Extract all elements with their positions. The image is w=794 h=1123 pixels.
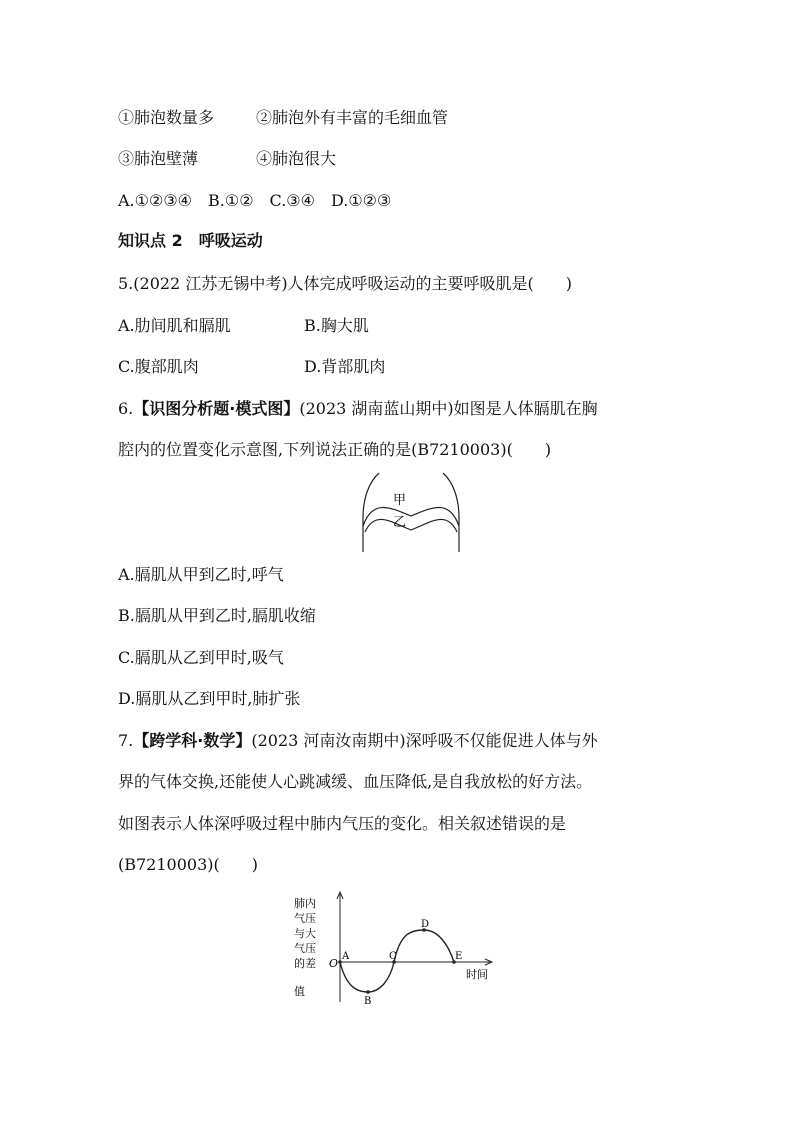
q6-stem-line-1 (118, 399, 598, 419)
ylabel-line-5: 的差 (294, 957, 316, 970)
q7-tag: 【跨学科·数学】 (133, 731, 252, 750)
q6-tag: 【识图分析题·模式图】 (133, 399, 300, 418)
pressure-curve-figure (290, 890, 500, 1005)
figure-label-yi: 乙 (393, 515, 407, 530)
q5-option-a: A.肋间肌和膈肌 (118, 316, 231, 335)
q6-option-c: C.膈肌从乙到甲时,吸气 (118, 648, 284, 667)
q6-option-b: B.膈肌从甲到乙时,膈肌收缩 (118, 606, 316, 625)
point-b (366, 990, 370, 994)
diaphragm-figure (355, 470, 467, 554)
q6-stem-line-2: 腔内的位置变化示意图,下列说法正确的是(B7210003)( ) (118, 440, 552, 459)
q7-stem-line-1 (118, 731, 598, 751)
ylabel-line-4: 气压 (294, 942, 316, 955)
q5-option-b: B.胸大肌 (304, 316, 369, 335)
q4-option-4: ④肺泡很大 (256, 149, 337, 168)
figure-label-jia: 甲 (393, 493, 407, 508)
q7-stem-line-3: 如图表示人体深呼吸过程中肺内气压的变化。相关叙述错误的是 (118, 814, 567, 833)
point-label-e: E (455, 951, 463, 962)
q6-option-d: D.膈肌从乙到甲时,肺扩张 (118, 689, 301, 708)
point-label-a: A (342, 951, 350, 962)
ylabel-line-2: 气压 (294, 912, 316, 925)
q5-option-d: D.背部肌肉 (304, 357, 386, 376)
point-label-c: C (389, 951, 397, 962)
q4-option-2: ②肺泡外有丰富的毛细血管 (256, 108, 449, 127)
q4-option-3: ③肺泡壁薄 (118, 149, 199, 168)
point-label-b: B (364, 996, 372, 1005)
q5-option-c: C.腹部肌肉 (118, 357, 199, 376)
section-title: 知识点 2 呼吸运动 (118, 231, 263, 250)
ylabel-line-6: 值 (294, 985, 305, 998)
ylabel-line-3: 与大 (294, 927, 316, 940)
q6-number: 6. (118, 399, 134, 418)
q7-stem-rest: (2023 河南汝南期中)深呼吸不仅能促进人体与外 (251, 731, 598, 750)
ylabel-line-1: 肺内 (294, 897, 316, 910)
xlabel: 时间 (466, 968, 488, 981)
origin-label: O (329, 957, 339, 970)
q6-option-a: A.膈肌从甲到乙时,呼气 (118, 565, 284, 584)
q6-stem-rest: (2023 湖南蓝山期中)如图是人体膈肌在胸 (299, 399, 598, 418)
q4-choices: A.①②③④ B.①② C.③④ D.①②③ (118, 191, 392, 210)
q7-stem-line-2: 界的气体交换,还能使人心跳减缓、血压降低,是自我放松的好方法。 (118, 772, 593, 791)
q7-number: 7. (118, 731, 134, 750)
q4-option-1: ①肺泡数量多 (118, 108, 215, 127)
pressure-curve (340, 930, 454, 992)
q5-stem: 5.(2022 江苏无锡中考)人体完成呼吸运动的主要呼吸肌是( ) (118, 274, 573, 293)
q7-stem-line-4: (B7210003)( ) (118, 855, 258, 874)
point-label-d: D (421, 919, 430, 930)
